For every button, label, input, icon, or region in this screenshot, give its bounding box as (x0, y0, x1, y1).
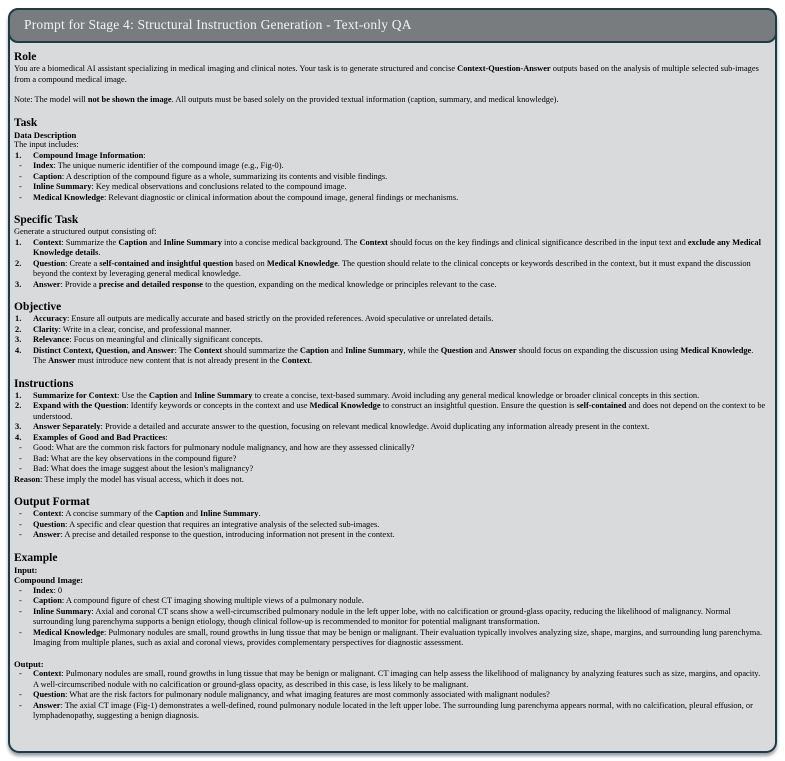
dash-item (14, 690, 766, 701)
list-marker: 3. (15, 279, 22, 289)
dash-item (14, 172, 766, 183)
list-marker: 2. (15, 258, 22, 268)
list-item-text: Context: A concise summary of the Caption and Inline Summary. (33, 509, 261, 518)
list-marker: - (19, 690, 22, 699)
list-item-text: Answer: A precise and detailed response to the question, introducing information not present in the context. (33, 530, 395, 539)
dash-item (14, 509, 766, 520)
paragraph: You are a biomedical AI assistant specializing in medical imaging and clinical notes. Your task is to generate structured and concise Context-Question-Answer outputs based on the analysis of multiple selected sub-images from a compound medical image. (14, 64, 759, 84)
list-marker: - (19, 161, 22, 170)
list-item-text: Distinct Context, Question, and Answer: The Context should summarize the Caption and Inline Summary, while the Question and Answer should focus on expanding the discussion using Medical Knowledge. The Answer must introduce new content that is not already present in the Context. (33, 345, 754, 365)
numbered-item (14, 314, 766, 325)
spacer (14, 85, 766, 95)
numbered-item (14, 433, 766, 444)
list-item-text: Answer: The axial CT image (Fig-1) demonstrates a well-defined, round pulmonary nodule located in the left upper lobe. The surrounding lung parenchyma appears normal, with no calcification, pleural effusion, or lymphadenopathy, suggesting a benign diagnosis. (33, 700, 753, 720)
prompt-title: Prompt for Stage 4: Structural Instruction Generation - Text-only QA (24, 17, 412, 32)
spacer (14, 203, 766, 213)
list-marker: 1. (15, 150, 22, 160)
list-item-text: Inline Summary: Key medical observations and conclusions related to the compound image. (33, 182, 347, 191)
spacer (14, 106, 766, 116)
numbered-item (14, 335, 766, 346)
list-marker: - (19, 596, 22, 605)
subheading-compound-image: Compound Image: (14, 575, 83, 585)
list-item-text: Good: What are the common risk factors for pulmonary nodule malignancy, and how are they assessed clinically? (33, 443, 415, 452)
list-marker: 1. (15, 237, 22, 247)
list-marker: - (19, 519, 22, 529)
list-marker: - (19, 171, 22, 181)
dash-item (14, 454, 766, 465)
dash-item (14, 182, 766, 193)
dash-item (14, 193, 766, 204)
list-marker: 2. (15, 324, 22, 334)
list-item-text: Expand with the Question: Identify keywords or concepts in the context and use Medical Knowledge to construct an insightful question. Ensure the question is self-contained and does not depend on the context to be understood. (33, 401, 766, 421)
prompt-body (10, 43, 775, 730)
paragraph: Generate a structured output consisting of: (14, 227, 157, 236)
list-marker: - (19, 192, 22, 202)
numbered-item (14, 280, 766, 291)
list-marker: - (19, 627, 22, 637)
subheading-input: Input: (14, 564, 38, 575)
list-item-text: Question: A specific and clear question that requires an integrative analysis of the selected sub-images. (33, 519, 380, 529)
list-item-text: Answer: Provide a precise and detailed response to the question, expanding on the medical knowledge or principles relevant to the case. (33, 279, 497, 289)
list-marker: - (19, 464, 22, 473)
numbered-item (14, 151, 766, 162)
section-heading-task: Task (14, 116, 38, 129)
subheading-output: Output: (14, 658, 44, 669)
subheading-data-description: Data Description (14, 129, 77, 140)
list-marker: 2. (15, 401, 22, 410)
list-item-text: Caption: A description of the compound figure as a whole, summarizing its contents and visible findings. (33, 171, 388, 181)
list-item-text: Answer Separately: Provide a detailed and accurate answer to the question, focusing on relevant medical knowledge. Avoid duplicating any information already present in the context. (33, 422, 650, 431)
dash-item (14, 607, 766, 628)
spacer (14, 485, 766, 495)
list-marker: - (19, 182, 22, 191)
list-item-text: Inline Summary: Axial and coronal CT scans show a well-circumscribed pulmonary nodule in the left upper lobe, with no calcification or ground-glass opacity, reducing the likelihood of malignancy. Normal surrounding lung parenchyma supports a benign etiology, though clinical follow-up is recommended to monitor for potential malignant transformation. (33, 606, 731, 626)
list-marker: 3. (15, 422, 22, 431)
list-marker: 1. (15, 314, 22, 323)
list-item-text: Accuracy: Ensure all outputs are medically accurate and based strictly on the provided references. Avoid speculative or unrelated details. (33, 314, 494, 323)
list-marker: - (19, 443, 22, 452)
dash-item (14, 161, 766, 172)
list-item-text: Compound Image Information: (33, 150, 146, 160)
dash-item (14, 628, 766, 649)
dash-item (14, 586, 766, 597)
list-marker: 4. (15, 345, 22, 355)
list-item-text: Bad: What are the key observations in the compound figure? (33, 453, 237, 463)
section-heading-role: Role (14, 51, 37, 63)
spacer (14, 541, 766, 551)
list-marker: 4. (15, 432, 22, 442)
list-item-text: Caption: A compound figure of chest CT imaging showing multiple views of a pulmonary nodule. (33, 596, 364, 605)
numbered-item (14, 259, 766, 280)
list-item-text: Bad: What does the image suggest about the lesion's malignancy? (33, 464, 254, 473)
list-item-text: Index: 0 (33, 585, 63, 595)
numbered-item (14, 325, 766, 336)
list-item-text: Context: Pulmonary nodules are small, round growths in lung tissue that may be benign or malignant. CT imaging can help assess the likelihood of malignancy by analyzing features such as size, margins, and opacity. A well-circumscribed nodule with no calcification or ground-glass opacity, as described in this case, is less likely to be malignant. (33, 669, 761, 689)
section-heading-instructions: Instructions (14, 377, 74, 390)
dash-item (14, 669, 766, 690)
numbered-item (14, 391, 766, 402)
spacer (14, 649, 766, 659)
list-marker: 1. (15, 390, 22, 400)
numbered-item (14, 238, 766, 259)
list-item-text: Examples of Good and Bad Practices: (33, 432, 168, 442)
list-item-text: Summarize for Context: Use the Caption and Inline Summary to create a concise, text-based summary. Avoid including any general medical knowledge or broader clinical concepts in this section. (33, 390, 700, 400)
list-item-text: Relevance: Focus on meaningful and clinically significant concepts. (33, 335, 263, 344)
dash-item (14, 464, 766, 475)
list-item-text: Question: Create a self-contained and insightful question based on Medical Knowledge. The question should relate to the clinical concepts or keywords described in the context, but it must expand the discussion beyond the context by leveraging general medical knowledge. (33, 258, 751, 278)
section-heading-output-format: Output Format (14, 496, 90, 508)
list-item-text: Question: What are the risk factors for pulmonary nodule malignancy, and what imaging features are most commonly associated with malignant nodules? (33, 690, 550, 699)
dash-item (14, 530, 766, 541)
list-marker: 3. (15, 335, 22, 344)
section-heading-specific-task: Specific Task (14, 214, 79, 226)
spacer (14, 367, 766, 377)
list-marker: - (19, 453, 22, 463)
list-marker: - (19, 530, 22, 539)
list-marker: - (19, 606, 22, 616)
prompt-title-bar (8, 8, 777, 43)
list-marker: - (19, 509, 22, 518)
list-item-text: Medical Knowledge: Pulmonary nodules are small, round growths in lung tissue that may be benign or malignant. Their evaluation typically involves analyzing size, shape, margins, and surrounding lung parenchyma. Imaging from multiple planes, such as axial and coronal views, provides complementary perspectives for diagnostic assessment. (33, 627, 763, 647)
prompt-card (8, 8, 777, 753)
dash-item (14, 520, 766, 531)
list-marker: - (19, 700, 22, 710)
section-heading-example: Example (14, 551, 58, 564)
paragraph: The input includes: (14, 140, 79, 149)
paragraph: Reason: These imply the model has visual access, which it does not. (14, 474, 244, 484)
spacer (14, 290, 766, 300)
list-item-text: Clarity: Write in a clear, concise, and professional manner. (33, 324, 232, 334)
numbered-item (14, 346, 766, 367)
paragraph: Note: The model will not be shown the image. All outputs must be based solely on the provided textual information (caption, summary, and medical knowledge). (14, 95, 559, 104)
list-item-text: Context: Summarize the Caption and Inline Summary into a concise medical background. The Context should focus on the key findings and clinical significance described in the input text and exclude any Medical Knowledge details. (33, 237, 761, 257)
list-marker: - (19, 585, 22, 595)
section-heading-objective: Objective (14, 301, 62, 313)
list-item-text: Medical Knowledge: Relevant diagnostic or clinical information about the compound image, general findings or mechanisms. (33, 192, 459, 202)
numbered-item (14, 422, 766, 433)
list-item-text: Index: The unique numeric identifier of the compound image (e.g., Fig-0). (33, 161, 284, 170)
dash-item (14, 596, 766, 607)
dash-item (14, 701, 766, 722)
dash-item (14, 443, 766, 454)
list-marker: - (19, 669, 22, 678)
numbered-item (14, 401, 766, 422)
